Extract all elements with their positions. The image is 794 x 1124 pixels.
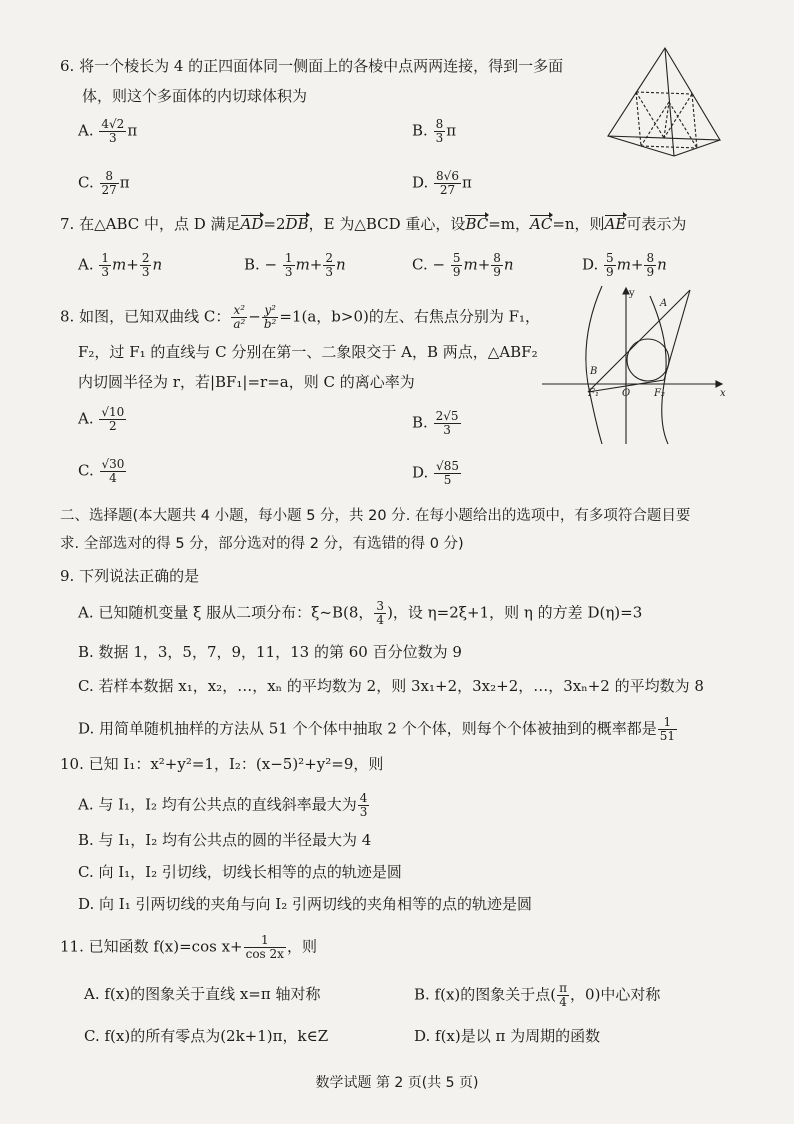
q6-option-d[interactable] [412,170,472,197]
pi-symbol: π [119,173,130,192]
q8-option-a[interactable] [78,406,127,433]
q7-stem-text: =2 [263,215,286,233]
q9-option-a[interactable] [78,600,642,627]
q7-stem-text: 7. 在△ABC 中，点 D 满足 [60,215,241,233]
q9-option-a-text: )，设 η=2ξ+1，则 η 的方差 D(η)=3 [387,603,643,622]
fraction-denominator: 3 [109,131,117,145]
fraction [451,252,463,279]
q6-option-a[interactable] [78,118,137,145]
section-2-heading-line2: 求. 全部选对的得 5 分，部分选对的得 2 分，有选错的得 0 分) [60,536,464,552]
math-text: n [152,255,163,274]
fraction-numerator: x² [231,304,247,318]
fraction-denominator: 3 [359,805,368,819]
fraction [658,716,677,743]
q7-option-c[interactable] [412,252,514,279]
fig-label-o: O [622,388,631,399]
q8-stem-text: =1(a，b>0)的左、右焦点分别为 F₁， [279,307,541,326]
q8-option-c-label: C. [78,461,94,480]
fraction-numerator: 2√5 [435,409,459,423]
fraction-denominator: 3 [435,131,444,145]
section-2-heading-line1: 二、选择题(本大题共 4 小题，每小题 5 分，共 20 分. 在每小题给出的选项中，有多项符合题目要 [60,508,691,524]
math-text: n [336,255,346,274]
fraction [99,406,126,433]
fraction-denominator: 9 [452,265,461,279]
vector-ad: AD [240,215,264,233]
fraction [557,982,569,1009]
math-text: m+ [112,255,139,274]
fraction-denominator: 5 [443,473,452,487]
page-footer: 数学试题 第 2 页(共 5 页) [315,1075,479,1091]
q8-stem-line1 [60,304,540,331]
q9-option-d[interactable] [78,716,678,743]
fig-label-f2: F₂ [654,388,665,399]
fraction-denominator: 9 [493,265,501,279]
q7-stem-text: 可表示为 [626,215,687,233]
math-text: n [503,255,514,274]
pi-symbol: π [461,173,472,192]
q10-option-c[interactable]: C. 向 I₁，I₂ 引切线，切线长相等的点的轨迹是圆 [78,863,402,881]
fraction [100,458,127,485]
fraction-denominator: 9 [606,265,614,279]
q11-stem [60,934,317,961]
q11-option-b-text: B. f(x)的图象关于点( [414,985,557,1004]
q6-option-c-fraction [100,170,119,197]
fraction [140,252,152,279]
q6-option-b-label: B. [412,121,428,140]
q8-stem-text: 8. 如图，已知双曲线 C： [60,307,231,326]
q11-option-a[interactable]: A. f(x)的图象关于直线 x=π 轴对称 [84,985,321,1003]
fraction-denominator: 51 [659,729,676,743]
q6-option-d-label: D. [412,173,429,192]
q9-option-a-text: A. 已知随机变量 ξ 服从二项分布：ξ~B(8， [78,603,374,622]
q6-stem-line2: 体，则这个多面体的内切球体积为 [82,87,308,105]
fraction-numerator: 1 [658,716,677,730]
q7-stem [60,214,686,234]
fraction [434,460,461,487]
q11-option-c[interactable]: C. f(x)的所有零点为(2k+1)π，k∈Z [84,1027,329,1045]
q11-option-d[interactable]: D. f(x)是以 π 为周期的函数 [414,1027,601,1045]
fraction-numerator: √10 [101,405,125,419]
fraction [231,304,247,331]
fraction-numerator: 1 [284,251,293,265]
fraction [434,410,461,437]
fraction-numerator: y² [262,304,279,318]
fraction-numerator: 4√2 [101,117,125,131]
q7-option-c-label: C. − [412,255,446,274]
q7-option-d[interactable] [582,252,667,279]
fraction-numerator: 8 [493,251,501,265]
fraction-denominator: 4 [559,995,567,1009]
fraction-numerator: 5 [452,251,461,265]
fraction-denominator: 4 [109,471,117,485]
fraction [99,252,111,279]
fraction-numerator: 3 [376,599,385,613]
q10-option-b[interactable]: B. 与 I₁，I₂ 均有公共点的圆的半径最大为 4 [78,831,372,849]
fraction-numerator: 8√6 [436,169,459,183]
fraction-numerator: 1 [101,251,110,265]
fig-label-b: B [590,366,598,377]
pi-symbol: π [127,121,138,140]
fraction-denominator: a² [233,317,246,331]
q11-stem-text: ，则 [286,937,317,956]
q11-option-b[interactable] [414,982,660,1009]
fraction [491,252,503,279]
fraction-denominator: 3 [284,265,293,279]
fig-label-f1: F₁ [588,388,599,399]
vector-bc: BC [465,215,489,233]
fraction-denominator: 9 [646,265,655,279]
fraction-numerator: π [559,981,568,995]
fraction-numerator: 4 [359,791,368,805]
q10-stem: 10. 已知 I₁：x²+y²=1，I₂：(x−5)²+y²=9，则 [60,755,384,773]
fraction-denominator: b² [263,317,277,331]
fraction [604,252,616,279]
math-text: − [248,307,261,326]
fraction-numerator: √85 [436,459,459,473]
q6-option-a-fraction [99,118,126,145]
fraction-denominator: 27 [439,183,456,197]
fraction-numerator: 8 [435,117,444,131]
fig-label-y: y [629,288,635,299]
q10-option-a[interactable] [78,792,370,819]
q8-option-d[interactable] [412,460,462,487]
q8-option-b-label: B. [412,413,428,432]
q6-stem-line1: 6. 将一个棱长为 4 的正四面体同一侧面上的各棱中点两两连接，得到一多面 [60,57,564,75]
fig-label-x: x [720,388,726,399]
fraction-numerator: 2 [325,251,333,265]
q6-option-b-fraction [434,118,446,145]
q8-option-a-label: A. [78,409,94,428]
math-text: m+ [616,255,644,274]
q7-stem-text: ，E 为△BCD 重心，设 [308,215,466,233]
q8-option-d-label: D. [412,463,429,482]
q7-option-b-label: B. − [244,255,278,274]
q7-stem-text: =n，则 [552,215,605,233]
fraction [644,252,656,279]
fraction-numerator: 5 [606,251,614,265]
fraction-denominator: 27 [101,183,117,197]
fig-label-a: A [660,298,668,309]
fraction-denominator: 3 [141,265,150,279]
pi-symbol: π [446,121,457,140]
fraction-denominator: 3 [443,423,451,437]
math-text: n [657,255,667,274]
q6-option-c-label: C. [78,173,94,192]
math-text: m+ [295,255,323,274]
fraction-numerator: 8 [100,170,119,184]
q7-option-a-label: A. [78,255,94,274]
q7-option-d-label: D. [582,255,599,274]
hyperbola-figure [540,284,732,446]
q11-stem-text: 11. 已知函数 f(x)=cos x+ [60,937,243,956]
q11-option-b-text: ，0)中心对称 [570,985,661,1004]
fraction [244,934,286,961]
q7-stem-text: =m， [488,215,531,233]
fraction-denominator: 3 [101,265,110,279]
q9-option-d-text: D. 用简单随机抽样的方法从 51 个个体中抽取 2 个个体，则每个个体被抽到的概率都是 [78,719,657,738]
fraction-denominator: 3 [325,265,333,279]
fraction [283,252,295,279]
fraction-denominator: 2 [109,419,117,433]
vector-ae: AE [604,215,627,233]
q7-option-a[interactable] [78,252,162,279]
q9-stem: 9. 下列说法正确的是 [60,567,200,585]
q8-option-b[interactable] [412,410,462,437]
q8-stem-line2: F₂，过 F₁ 的直线与 C 分别在第一、二象限交于 A，B 两点，△ABF₂ [78,343,538,361]
q9-option-b[interactable]: B. 数据 1，3，5，7，9，11，13 的第 60 百分位数为 9 [78,643,462,661]
q6-option-b[interactable] [412,118,456,145]
fraction-denominator: cos 2x [245,947,284,961]
fraction [358,792,370,819]
fraction [374,600,386,627]
q8-option-c[interactable] [78,458,127,485]
q7-option-b[interactable] [244,252,346,279]
vector-db: DB [285,215,309,233]
q9-option-c[interactable]: C. 若样本数据 x₁，x₂，…，xₙ 的平均数为 2，则 3x₁+2，3x₂+2，…，3xₙ+2 的平均数为 8 [78,677,704,695]
fraction-numerator: √30 [101,457,125,471]
q6-option-d-fraction [434,170,461,197]
fraction-numerator: 8 [646,251,655,265]
fraction [323,252,335,279]
q10-option-a-text: A. 与 I₁，I₂ 均有公共点的直线斜率最大为 [78,795,357,814]
tetrahedron-figure [604,44,726,160]
q6-option-c[interactable] [78,170,130,197]
q10-option-d[interactable]: D. 向 I₁ 引两切线的夹角与向 I₂ 引两切线的夹角相等的点的轨迹是圆 [78,895,532,913]
fraction-numerator: 2 [141,251,150,265]
vector-ac: AC [530,215,553,233]
fraction-numerator: 1 [244,934,286,948]
q8-stem-line3: 内切圆半径为 r，若|BF₁|=r=a，则 C 的离心率为 [78,373,415,391]
fraction [262,304,279,331]
fraction-denominator: 4 [376,613,385,627]
math-text: m+ [463,255,491,274]
q6-option-a-label: A. [78,121,94,140]
